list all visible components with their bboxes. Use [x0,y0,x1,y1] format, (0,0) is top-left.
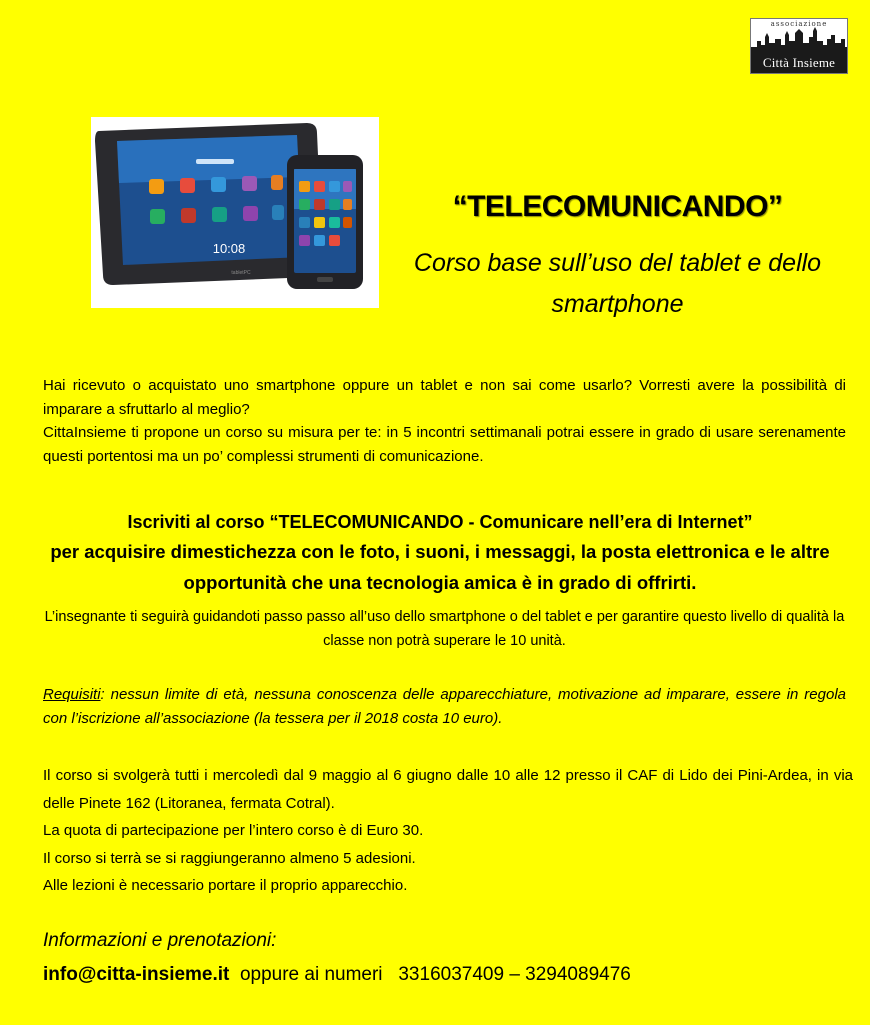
subtitle-line-2: smartphone [551,290,684,318]
teacher-note: L’insegnante ti seguirà guidandoti passo passo all’uso dello smartphone o del tablet e per garantire questo livello di qualità la classe non potrà superare le 10 unità. [44,609,845,649]
course-subtitle [395,243,840,325]
logo-subtitle: associazione [770,20,828,28]
subtitle-line-1: Corso base sull’uso del tablet e dello [413,249,822,277]
svg-text:tabletPC: tabletPC [231,270,251,276]
requirements-paragraph [43,683,846,730]
contact-email-link[interactable]: info@citta-insieme.it [43,964,230,985]
course-title: “TELECOMUNICANDO” [452,190,783,223]
minimum-text: Il corso si terrà se si raggiungeranno almeno 5 adesioni. [43,849,416,867]
device-text: Alle lezioni è necessario portare il proprio apparecchio. [43,877,408,894]
requirements-label: Requisiti [43,686,101,703]
cta-line-1: Iscriviti al corso “TELECOMUNICANDO - Comunicare nell’era di Internet” [127,512,753,532]
logo-name: Città Insieme [762,55,836,70]
intro-paragraph-1: Hai ricevuto o acquistato uno smartphone oppure un tablet e non sai come usarlo? Vorresti avere la possibilità di imparare a sfruttarlo al meglio? [43,377,846,418]
schedule-text: Il corso si svolgerà tutti i mercoledì dal 9 maggio al 6 giugno dalle 10 alle 12 presso il CAF di Lido dei Pini-Ardea, in via delle Pinete 162 (Litoranea, fermata Cotral). [43,767,853,812]
fee-text: La quota di partecipazione per l’intero corso è di Euro 30. [43,822,424,839]
intro-paragraphs [43,374,846,468]
cta-line-2: per acquisire dimestichezza con le foto, i suoni, i messaggi, la posta elettronica e le altre opportunità che una tecnologia amica è in grado di offrirti. [50,541,830,593]
call-to-action [30,508,850,598]
contact-phones: oppure ai numeri 3316037409 – 3294089476 [229,964,631,985]
course-details [43,762,853,900]
contacts-line [43,964,631,986]
contacts-heading: Informazioni e prenotazioni: [43,930,277,951]
association-logo [750,18,848,74]
tablet-smartphone-illustration [91,117,379,308]
intro-paragraph-2: CittaInsieme ti propone un corso su misura per te: in 5 incontri settimanali potrai essere in grado di usare serenamente questi portentosi ma un po’ complessi strumenti di comunicazione. [43,424,846,465]
svg-text:10:08: 10:08 [212,241,246,256]
requirements-text: : nessun limite di età, nessuna conoscenza delle apparecchiature, motivazione ad imparare, essere in regola con l’iscrizione all’associazione (la tessera per il 2018 costa 10 euro). [43,686,846,727]
